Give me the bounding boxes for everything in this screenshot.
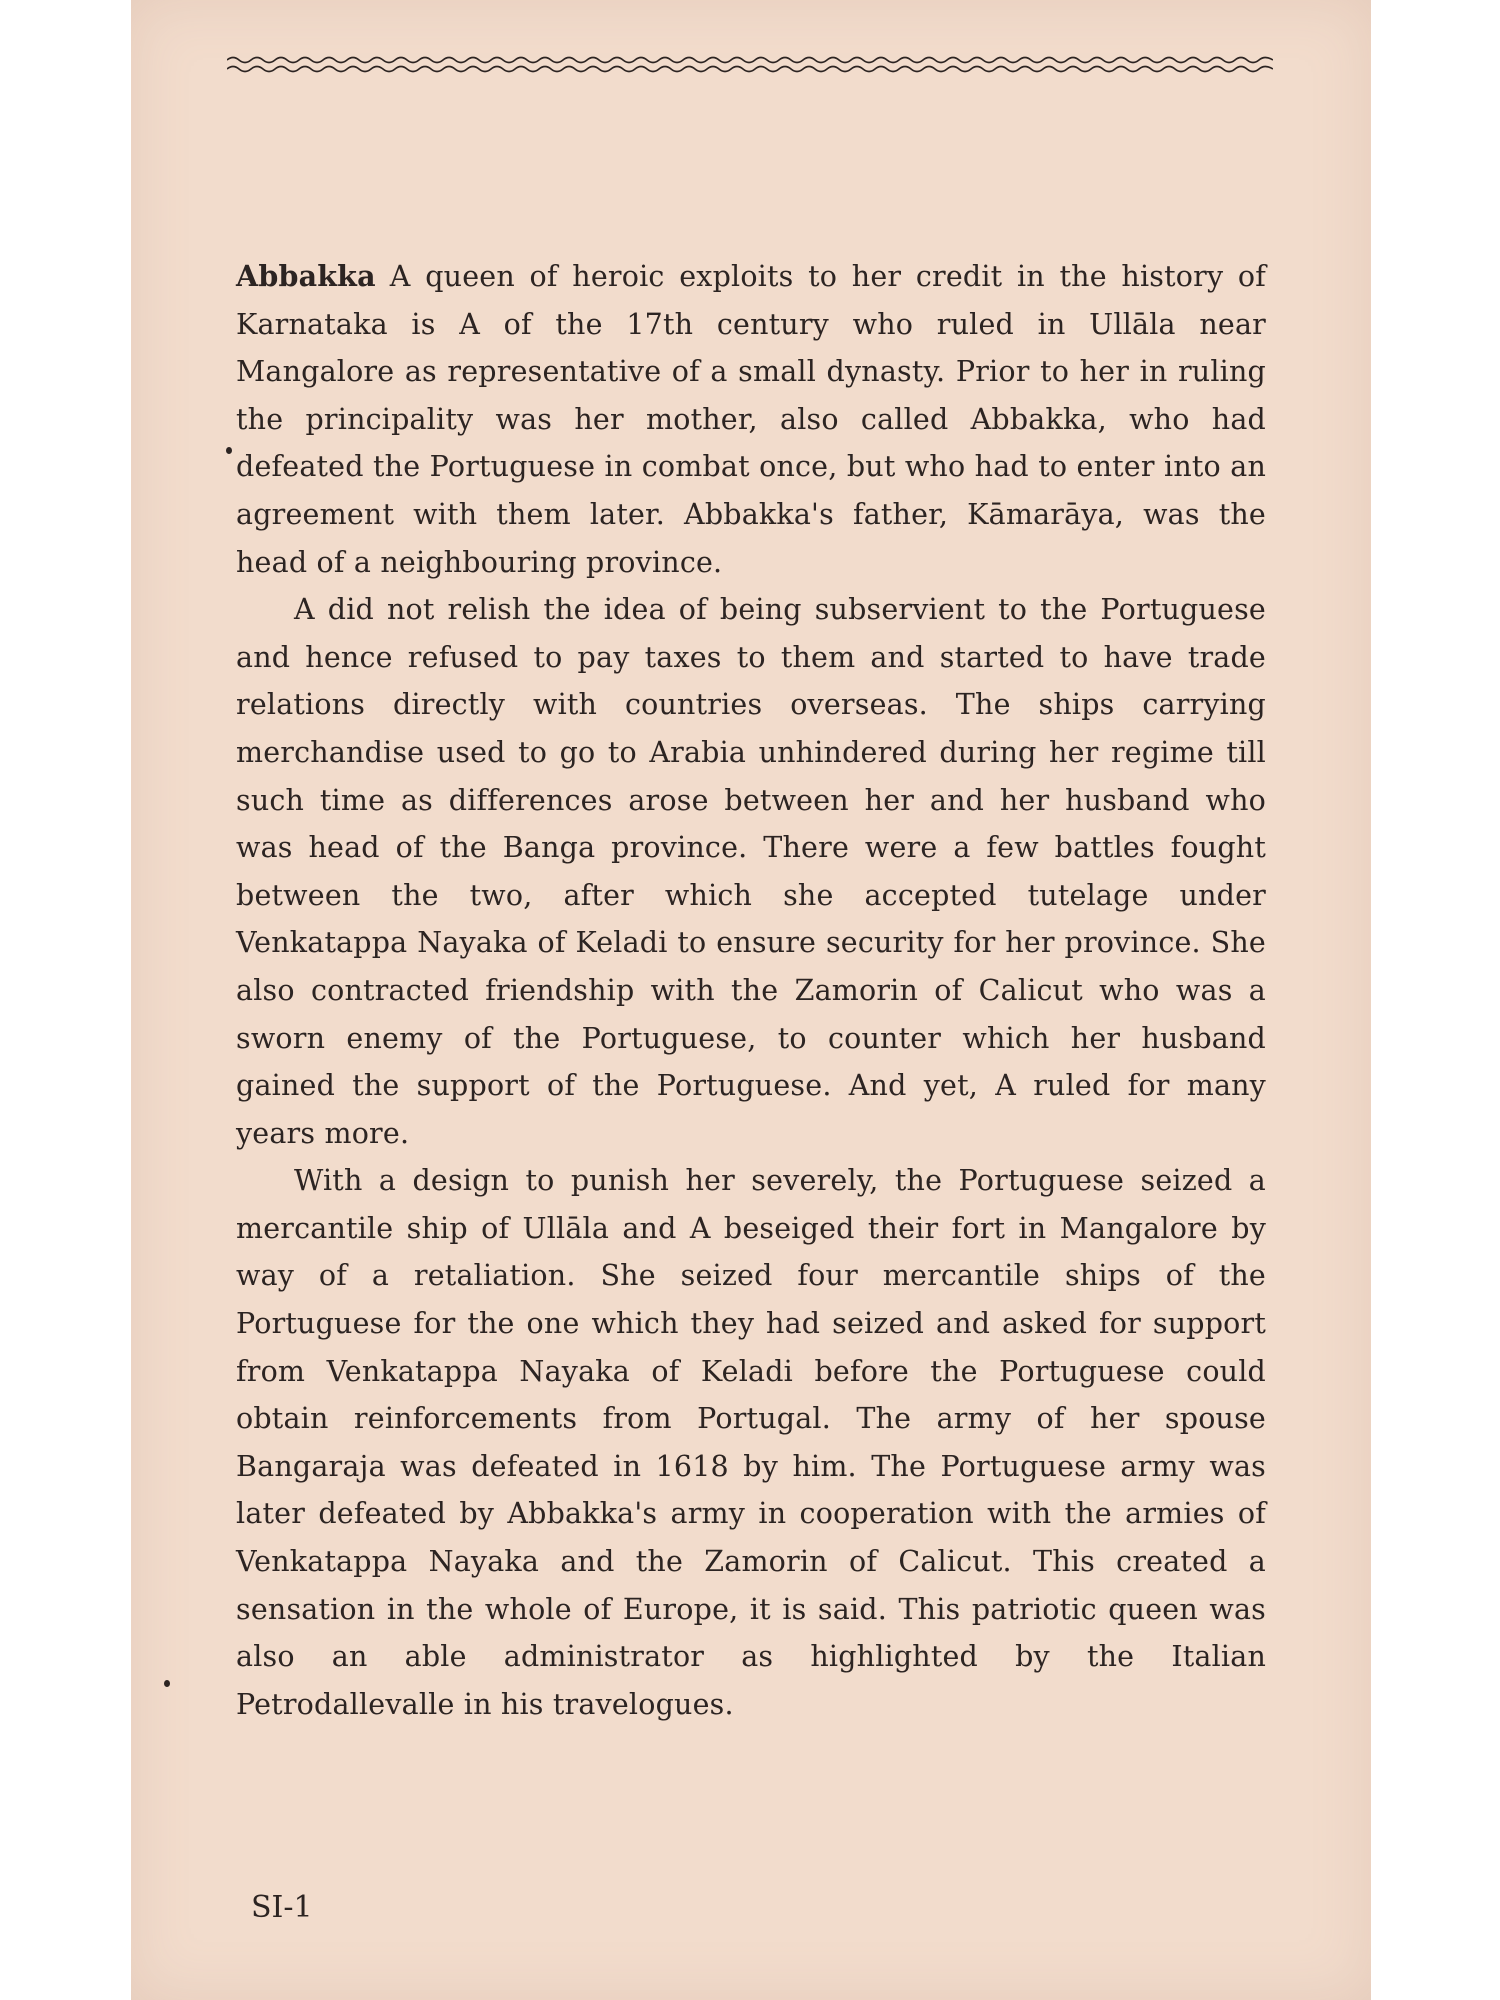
entry-text <box>236 253 1266 1728</box>
ink-speck <box>226 447 232 454</box>
entry-paragraph-3 <box>236 1157 1266 1728</box>
paragraph-text: A queen of heroic exploits to her credit in the history of Karnataka is A of the 17th century who ruled in Ullāla near Mangalore as representative of a small dynasty. Prior to her in ruling the principality was her mother, also called Abbakka, who had defeated the Portuguese in combat once, but who had to enter into an agreement with them later. Abbakka's father, Kāmarāya, was the head of a neighbouring province. <box>236 260 1266 579</box>
paragraph-text: With a design to punish her severely, the Portuguese seized a mercantile ship of Ullāla and A beseiged their fort in Mangalore by way of a retaliation. She seized four mercantile ships of the Portuguese for the one which they had seized and asked for support from Venkatappa Nayaka of Keladi before the Portuguese could obtain reinforcements from Portugal. The army of her spouse Bangaraja was defeated in 1618 by him. The Portuguese army was later defeated by Abbakka's army in cooperation with the armies of Venkatappa Nayaka and the Zamorin of Calicut. This created a sensation in the whole of Europe, it is said. This patriotic queen was also an able administrator as highlighted by the Italian Petrodallevalle in his travelogues. <box>236 1164 1266 1721</box>
paragraph-text: A did not relish the idea of being subservient to the Portuguese and hence refused to pay taxes to them and started to have trade relations directly with countries overseas. The ships carrying merchandise used to go to Arabia unhindered during her regime till such time as differences arose between her and her husband who was head of the Banga province. There were a few battles fought between the two, after which she accepted tutelage under Venkatappa Nayaka of Keladi to ensure security for her province. She also contracted friendship with the Zamorin of Calicut who was a sworn enemy of the Portuguese, to counter which her husband gained the support of the Portuguese. And yet, A ruled for many years more. <box>236 593 1266 1150</box>
signature-mark: SI-1 <box>251 1890 313 1925</box>
book-page <box>131 0 1371 2000</box>
ornamental-wavy-rule <box>227 52 1273 82</box>
entry-paragraph-2 <box>236 586 1266 1157</box>
entry-headword: Abbakka <box>236 259 376 293</box>
ink-speck <box>164 1680 170 1687</box>
entry-paragraph-1 <box>236 253 1266 586</box>
